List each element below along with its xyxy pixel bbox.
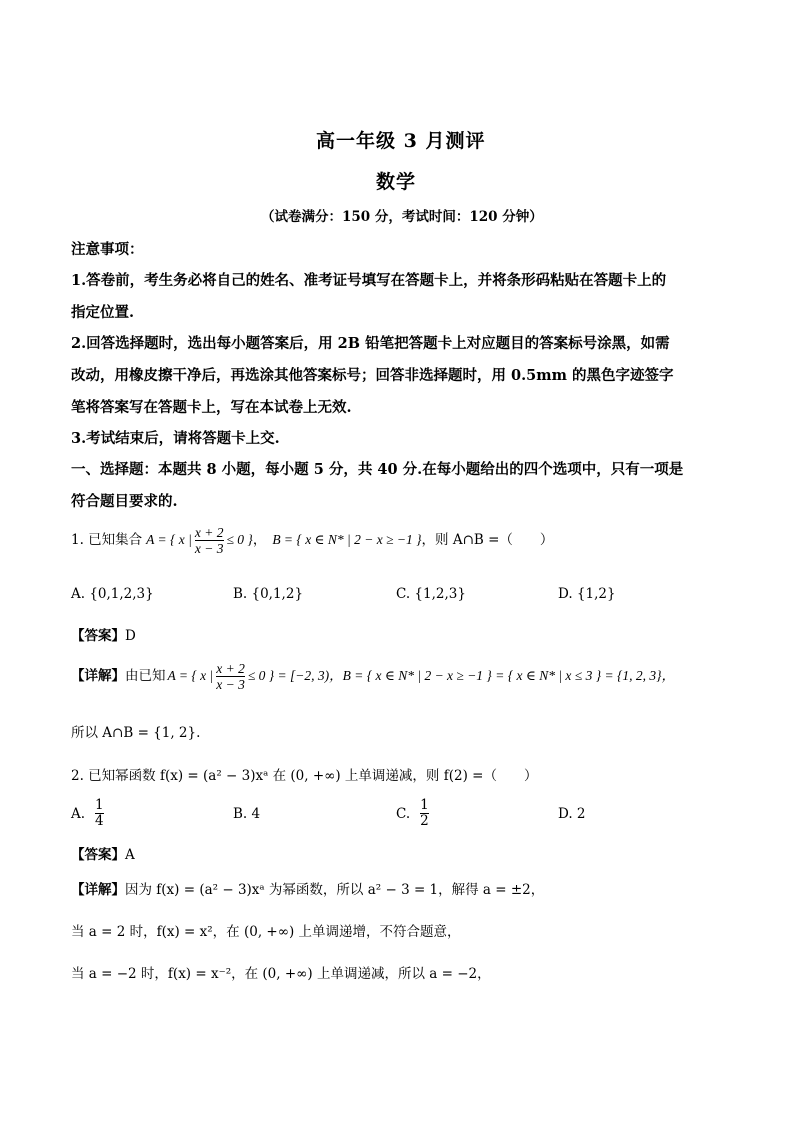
question-1-prefix: 1. 已知集合: [71, 532, 143, 548]
q2-option-c-numerator: 1: [420, 797, 429, 813]
q2-answer-tag: 【答案】: [71, 847, 125, 863]
note-1-line-2: 指定位置.: [71, 304, 135, 321]
q1-detail-set-a-rhs: ≤ 0 } = [−2, 3): [247, 668, 330, 683]
q2-detail-line-1: [71, 878, 544, 898]
section-heading-line-2: 符合题目要求的.: [71, 493, 178, 510]
q1-detail-numerator: x + 2: [216, 660, 245, 676]
q2-option-c-label: C.: [396, 805, 411, 822]
q2-option-c-fraction: [420, 798, 429, 829]
note-2-line-1: 2.回答选择题时，选出每小题答案后，用 2B 铅笔把答题卡上对应题目的答案标号涂黑，如需: [71, 335, 670, 352]
q1-detail-set-b: ，B = { x ∈ N* | 2 − x ≥ −1 } = { x ∈ N* | x ≤ 3 } = {1, 2, 3}，: [329, 668, 676, 683]
q2-option-a-label: A.: [71, 805, 86, 822]
q2-option-a: [71, 798, 104, 829]
q1-comma: ，: [252, 532, 267, 548]
q2-option-a-fraction: [95, 798, 104, 829]
q2-option-b: B. 4: [233, 806, 261, 822]
q2-detail-text-1: 因为 f(x) = (a² − 3)xᵃ 为幂函数，所以 a² − 3 = 1，解得 a = ±2，: [125, 882, 545, 898]
set-a-rhs: ≤ 0 }: [226, 532, 253, 547]
q1-detail-tag: 【详解】: [71, 668, 125, 684]
set-b: B = { x ∈ N* | 2 − x ≥ −1 }: [272, 532, 422, 547]
question-1-ask: ，则 A∩B =（ ）: [421, 532, 554, 548]
q2-answer: [71, 843, 135, 863]
q1-option-a: A. {0,1,2,3}: [71, 586, 154, 602]
q1-option-c: C. {1,2,3}: [396, 586, 466, 602]
question-2-stem: 2. 已知幂函数 f(x) = (a² − 3)xᵃ 在 (0, +∞) 上单调递减，则 f(2) =（ ）: [71, 768, 538, 784]
q2-option-c: [396, 798, 429, 829]
q1-option-b: B. {0,1,2}: [233, 586, 304, 602]
q1-detail-pre: 由已知: [125, 668, 166, 684]
notes-heading: 注意事项：: [71, 241, 144, 258]
q2-detail-line-2: 当 a = 2 时，f(x) = x²，在 (0, +∞) 上单调递增，不符合题意，: [71, 924, 461, 940]
q2-option-c-denominator: 2: [420, 813, 429, 829]
set-a-numerator: x + 2: [194, 524, 224, 540]
set-a-denominator: x − 3: [194, 540, 224, 556]
q1-answer-value: D: [125, 628, 136, 644]
q1-option-d: D. {1,2}: [558, 586, 616, 602]
note-2-line-3: 笔将答案写在答题卡上，写在本试卷上无效.: [71, 399, 352, 416]
q1-answer: [71, 624, 136, 644]
note-2-line-2: 改动，用橡皮擦干净后，再选涂其他答案标号；回答非选择题时，用 0.5mm 的黑色字迹签字: [71, 367, 674, 384]
q1-conclusion: 所以 A∩B = {1, 2}.: [71, 725, 201, 741]
page-title: 高一年级 3 月测评: [316, 130, 486, 152]
q1-detail: [71, 660, 675, 692]
section-heading-line-1: 一、选择题：本题共 8 小题，每小题 5 分，共 40 分.在每小题给出的四个选项中，只有一项是: [71, 461, 684, 478]
subject-title: 数学: [376, 171, 417, 193]
note-3: 3.考试结束后，请将答题卡上交.: [71, 430, 280, 447]
q1-detail-denominator: x − 3: [216, 676, 245, 692]
question-1-stem: [71, 524, 553, 556]
q2-option-a-numerator: 1: [95, 797, 104, 813]
q1-detail-set-a: A = { x |: [167, 668, 214, 683]
q2-detail-line-3: 当 a = −2 时，f(x) = x⁻²，在 (0, +∞) 上单调递减，所以 a = −2，: [71, 966, 491, 982]
exam-info: （试卷满分：150 分，考试时间：120 分钟）: [261, 209, 543, 225]
set-a-lhs: A = { x |: [146, 532, 192, 547]
q1-detail-fraction: [216, 661, 245, 692]
note-1-line-1: 1.答卷前，考生务必将自己的姓名、准考证号填写在答题卡上，并将条形码粘贴在答题卡上的: [71, 272, 667, 289]
q2-option-d: D. 2: [558, 806, 586, 822]
q1-answer-tag: 【答案】: [71, 628, 125, 644]
q2-detail-tag: 【详解】: [71, 882, 125, 898]
set-a-fraction: [195, 525, 224, 556]
q2-answer-value: A: [125, 847, 135, 863]
q2-option-a-denominator: 4: [95, 813, 104, 829]
